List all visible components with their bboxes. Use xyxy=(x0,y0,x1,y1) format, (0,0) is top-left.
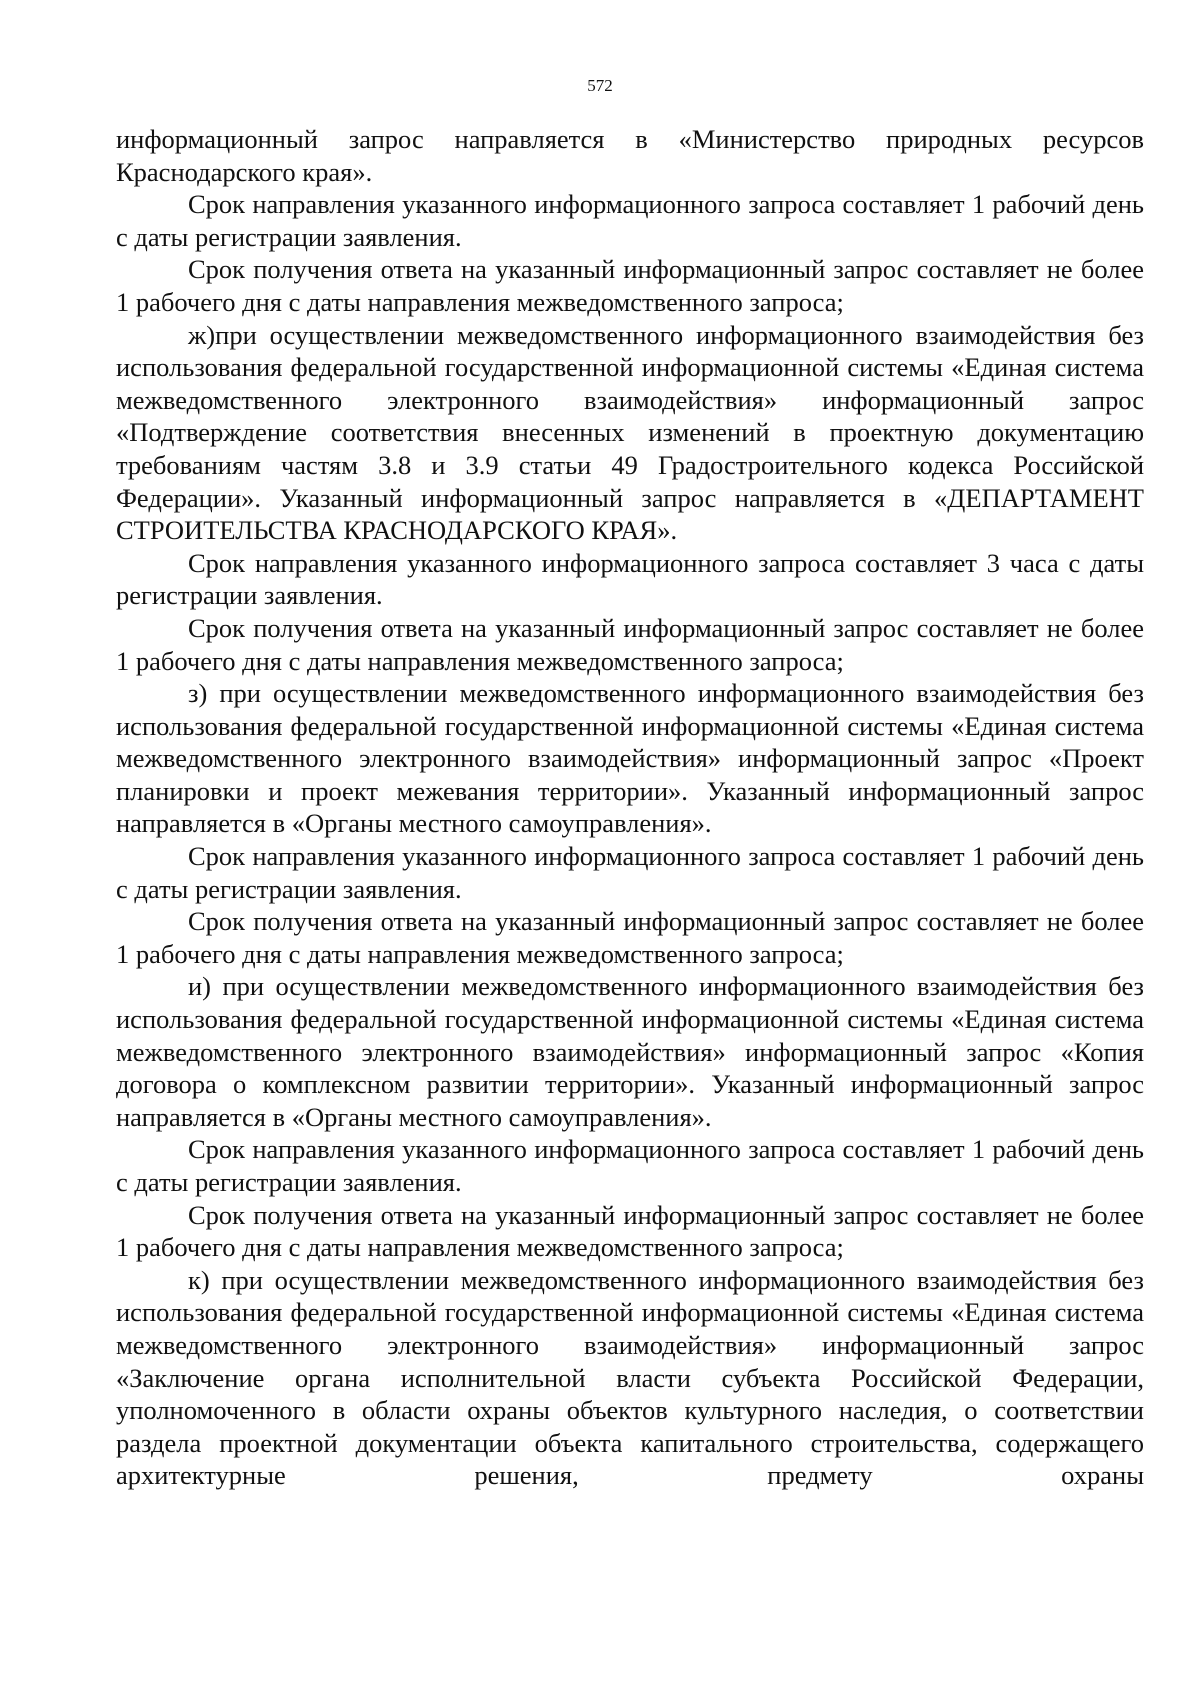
page-number: 572 xyxy=(587,76,613,95)
list-item-k: к) при осуществлении межведомственного информационного взаимодействия без использования федеральной государственной информационной системы «Единая система межведомственного электронного взаимодействия» информационный запрос «Заключение органа исполнительной власти субъекта Российской Федерации, уполномоченного в области охраны объектов культурного наследия, о соответствии раздела проектной документации объекта капитального строительства, содержащего архитектурные решения, предмету охраны xyxy=(116,1264,1144,1491)
paragraph: Срок направления указанного информационного запроса составляет 1 рабочий день с даты регистрации заявления. xyxy=(116,1134,1144,1197)
paragraph: Срок получения ответа на указанный информационный запрос составляет не более 1 рабочего дня с даты направления межведомственного запроса; xyxy=(116,612,1144,676)
list-item-zh: ж)при осуществлении межведомственного информационного взаимодействия без использования федеральной государственной информационной системы «Единая система межведомственного электронного взаимодействия» информационный запрос «Подтверждение соответствия внесенных изменений в проектную документацию требованиям частям 3.8 и 3.9 статьи 49 Градостроительного кодекса Российской Федерации». Указанный информационный запрос направляется в «ДЕПАРТАМЕНТ СТРОИТЕЛЬСТВА КРАСНОДАРСКОГО КРАЯ». xyxy=(116,319,1144,546)
paragraph-continuation: информационный запрос направляется в «Министерство природных ресурсов Краснодарского края». xyxy=(116,124,1144,187)
paragraph: Срок получения ответа на указанный информационный запрос составляет не более 1 рабочего дня с даты направления межведомственного запроса; xyxy=(116,254,1144,317)
list-item-z: з) при осуществлении межведомственного информационного взаимодействия без использования федеральной государственной информационной системы «Единая система межведомственного электронного взаимодействия» информационный запрос «Проект планировки и проект межевания территории». Указанный информационный запрос направляется в «Органы местного самоуправления». xyxy=(116,678,1144,839)
paragraph: Срок получения ответа на указанный информационный запрос составляет не более 1 рабочего дня с даты направления межведомственного запроса; xyxy=(116,906,1144,969)
paragraph: Срок направления указанного информационного запроса составляет 3 часа с даты регистрации заявления. xyxy=(116,547,1144,611)
paragraph: Срок получения ответа на указанный информационный запрос составляет не более 1 рабочего дня с даты направления межведомственного запроса; xyxy=(116,1199,1144,1263)
paragraph: Срок направления указанного информационного запроса составляет 1 рабочий день с даты регистрации заявления. xyxy=(116,841,1144,904)
paragraph: Срок направления указанного информационного запроса составляет 1 рабочий день с даты регистрации заявления. xyxy=(116,189,1144,252)
list-item-i: и) при осуществлении межведомственного информационного взаимодействия без использования федеральной государственной информационной системы «Единая система межведомственного электронного взаимодействия» информационный запрос «Копия договора о комплексном развитии территории». Указанный информационный запрос направляется в «Органы местного самоуправления». xyxy=(116,971,1144,1132)
document-body xyxy=(116,123,1144,1492)
